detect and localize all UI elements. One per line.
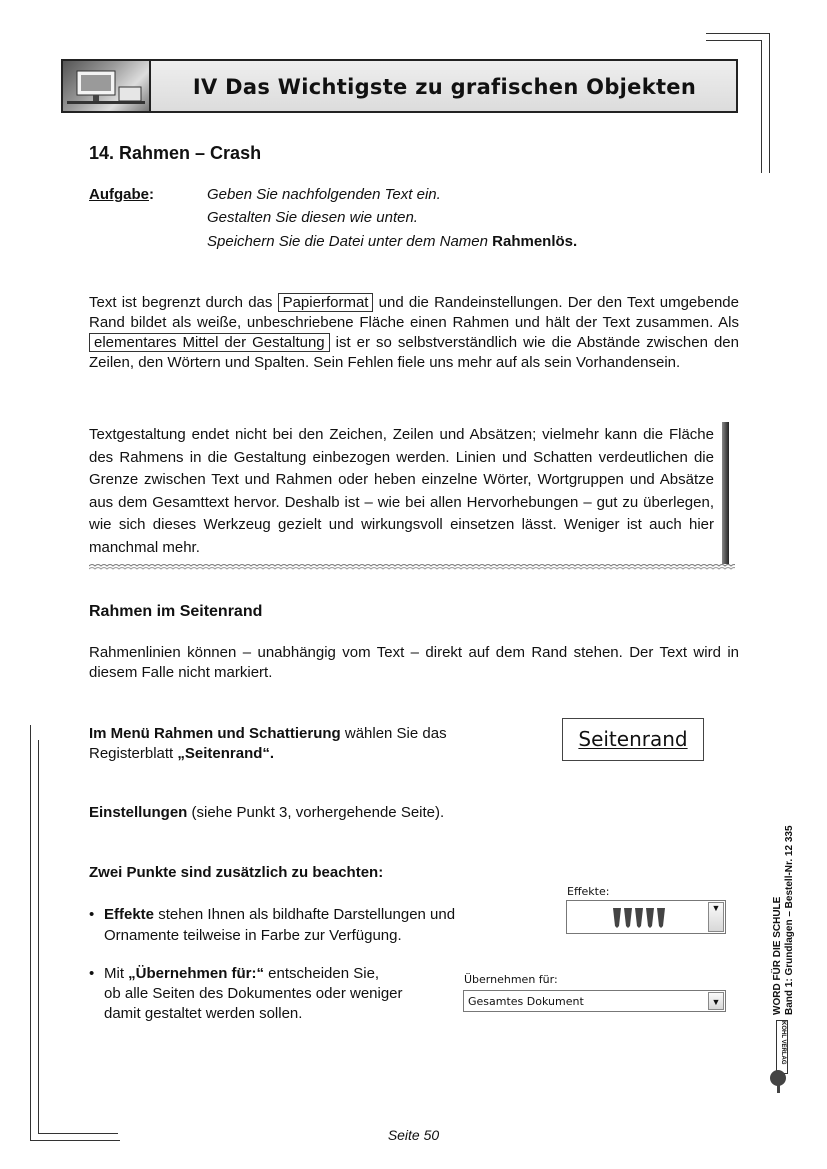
para1-text-b: und die Randeinstellungen. Der den Text umgebende Rand bildet als weiße, unbeschriebene Fläche einen Rahmen und hält der Text zusammen. Als <box>89 294 739 331</box>
settings-note-text: (siehe Punkt 3, vorhergehende Seite). <box>187 804 445 821</box>
bullet-effekte-line1: stehen Ihnen als bildhafte Darstellungen und <box>154 906 456 923</box>
boxed-word-papierformat: Papierformat <box>278 293 374 312</box>
bullet-effekte-bold: Effekte <box>104 906 155 923</box>
bullet-uebernehmen-line2: ob alle Seiten des Dokumentes oder weniger <box>104 985 403 1002</box>
side-label-line2: Band 1: Grundlagen – Bestell-Nr. 12 335 <box>784 825 795 1015</box>
publisher-side-label <box>772 825 827 1015</box>
page-number: Seite 50 <box>387 1127 440 1143</box>
wavy-bottom-border <box>89 562 735 572</box>
corner-line <box>706 33 770 34</box>
bullet-uebernehmen-prefix: Mit <box>104 965 129 982</box>
bullet-effekte <box>89 904 529 946</box>
seitenrand-tab-label: Seitenrand <box>578 727 688 751</box>
task-line-1: Geben Sie nachfolgenden Text ein. <box>207 186 441 203</box>
apply-select-value: Gesamtes Dokument <box>468 995 584 1008</box>
task-label-text: Aufgabe <box>89 186 149 203</box>
apply-label: Übernehmen für: <box>464 973 558 986</box>
corner-line <box>30 725 31 1140</box>
chapter-header <box>61 59 738 113</box>
tree-icon <box>611 906 671 930</box>
settings-note <box>89 804 444 821</box>
menu-note <box>89 724 509 764</box>
menu-note-bold: Im Menü Rahmen und Schattierung <box>89 725 341 742</box>
para1-text-c: ist er so selbstverständlich wie die Abstände zwischen den Zeilen, den Wörtern und Spalten. Sein Fehlen fiele uns mehr auf als sein Vorhandensein. <box>89 334 739 371</box>
settings-note-bold: Einstellungen <box>89 804 188 821</box>
corner-line <box>769 33 770 173</box>
effects-label: Effekte: <box>567 885 610 898</box>
bullet-uebernehmen <box>89 964 449 1024</box>
chapter-title: IV Das Wichtigste zu grafischen Objekten <box>192 75 697 99</box>
apply-select[interactable] <box>463 990 726 1012</box>
seitenrand-tab[interactable] <box>562 718 704 761</box>
menu-note-text-2: Registerblatt <box>89 745 178 762</box>
paragraph-2: Textgestaltung endet nicht bei den Zeichen, Zeilen und Absätzen; vielmehr kann die Fläche des Rahmens in die Gestaltung einbezogen werden. Linien und Schatten verdeutlichen die Grenze zwischen Text und Rahmen oder heben einzelne Wörter, Wortgruppen und Absätze aus dem Gesamttext hervor. Deshalb ist – wie bei allen Hervorhebungen – gut zu überlegen, wie sich dieses Werkzeug gezielt und wirkungsvoll einsetzen lässt. Weniger ist auch hier manchmal mehr. <box>89 426 714 556</box>
bullet-uebernehmen-line3: damit gestaltet werden sollen. <box>104 1005 303 1022</box>
publisher-name: KOHL VERLAG <box>780 1021 786 1065</box>
shadow-border <box>722 422 729 564</box>
side-label-line1: WORD FÜR DIE SCHULE <box>772 896 783 1015</box>
two-points-heading: Zwei Punkte sind zusätzlich zu beachten: <box>89 864 384 881</box>
chevron-down-icon[interactable]: ▼ <box>708 902 724 932</box>
task-line-2: Gestalten Sie diesen wie unten. <box>207 209 418 226</box>
effects-dropdown[interactable] <box>566 900 726 934</box>
task-line-3 <box>207 233 577 250</box>
chevron-down-icon[interactable]: ▼ <box>708 992 724 1010</box>
computer-photo-image <box>63 61 151 111</box>
monitor-icon <box>63 61 149 111</box>
menu-note-tab-name: „Seitenrand“. <box>177 745 275 762</box>
menu-note-text: wählen Sie das <box>340 725 447 742</box>
paragraph-1 <box>89 293 739 373</box>
boxed-phrase-gestaltung: elementares Mittel der Gestaltung <box>89 333 330 352</box>
bullet-uebernehmen-bold: „Übernehmen für:“ <box>128 965 265 982</box>
task-filename: Rahmenlös. <box>492 233 578 250</box>
task-line-3-text: Speichern Sie die Datei unter dem Namen <box>207 233 493 250</box>
para1-text-a: Text ist begrenzt durch das <box>89 294 278 311</box>
corner-line <box>706 40 762 41</box>
corner-line <box>38 740 39 1133</box>
subsection-heading: Rahmen im Seitenrand <box>89 603 263 620</box>
bullet-dot: • <box>89 906 95 923</box>
bullet-uebernehmen-line1: entscheiden Sie, <box>264 965 380 982</box>
tree-logo-icon <box>768 1068 790 1094</box>
bullet-dot: • <box>89 965 95 982</box>
task-label <box>89 186 154 203</box>
task-label-colon: : <box>149 186 154 203</box>
section-heading: 14. Rahmen – Crash <box>89 143 262 163</box>
subsection-intro: Rahmenlinien können – unabhängig vom Text – direkt auf dem Rand stehen. Der Text wird in diesem Falle nicht markiert. <box>89 644 739 681</box>
bullet-effekte-line2: Ornamente teilweise in Farbe zur Verfügung. <box>104 927 402 944</box>
publisher-logo <box>776 1020 788 1074</box>
corner-line <box>761 40 762 173</box>
